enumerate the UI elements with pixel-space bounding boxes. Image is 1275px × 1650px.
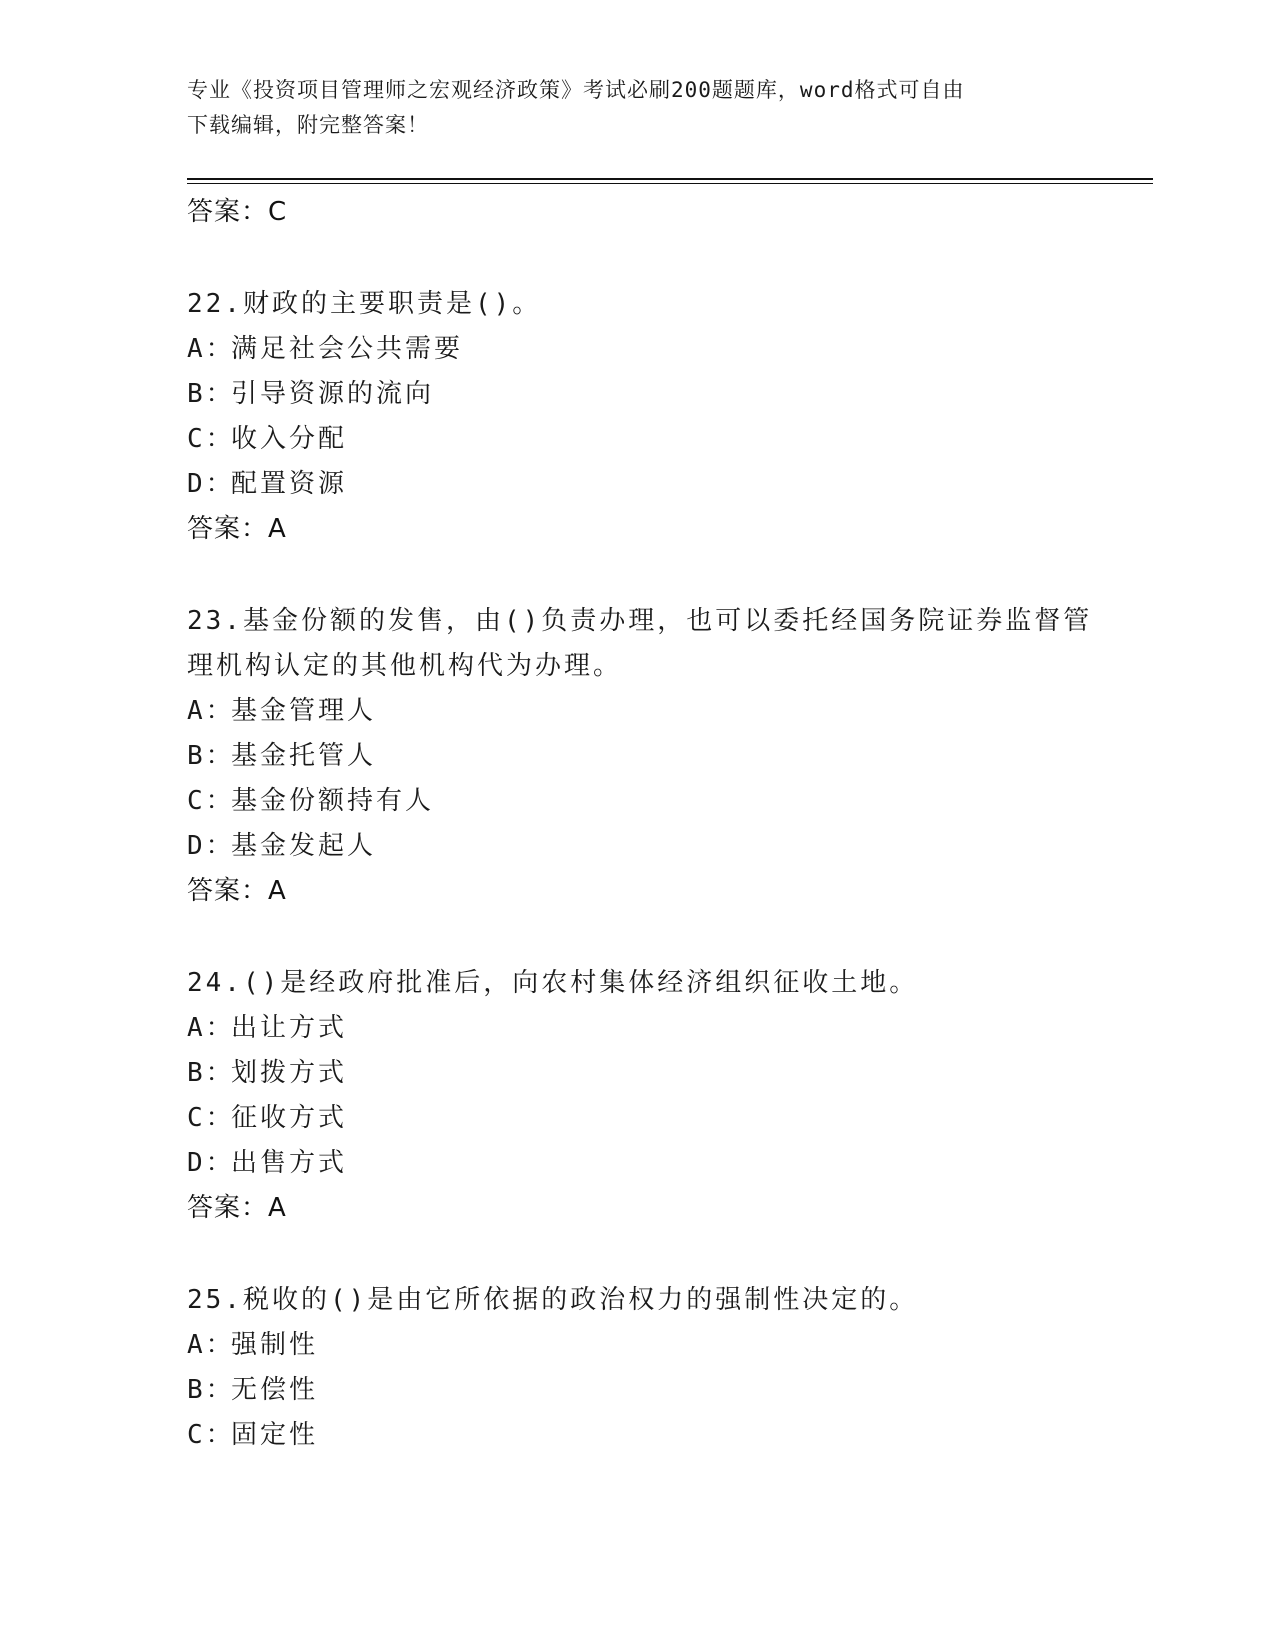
option-a — [187, 1323, 1153, 1368]
option-c — [187, 417, 1153, 462]
option-text: 出售方式 — [231, 1148, 348, 1178]
option-key: B： — [187, 741, 235, 771]
option-a — [187, 689, 1153, 734]
option-c — [187, 1413, 1153, 1458]
option-text: 配置资源 — [231, 469, 348, 499]
option-key: C： — [187, 424, 235, 454]
option-key: C： — [187, 1103, 235, 1133]
question-24 — [187, 961, 1153, 1231]
option-text: 收入分配 — [231, 424, 348, 454]
option-b — [187, 734, 1153, 779]
answer-line: 答案：A — [187, 1193, 287, 1223]
option-a — [187, 327, 1153, 372]
question-stem-continued: 理机构认定的其他机构代为办理。 — [187, 651, 623, 681]
question-stem: 23.基金份额的发售，由()负责办理，也可以委托经国务院证券监督管 — [187, 606, 1093, 636]
option-text: 划拨方式 — [231, 1058, 348, 1088]
option-text: 固定性 — [231, 1420, 319, 1450]
question-stem: 24.()是经政府批准后，向农村集体经济组织征收土地。 — [187, 968, 919, 998]
option-key: D： — [187, 1148, 235, 1178]
question-stem: 25.税收的()是由它所依据的政治权力的强制性决定的。 — [187, 1285, 919, 1315]
option-d — [187, 462, 1153, 507]
option-key: A： — [187, 696, 235, 726]
option-text: 满足社会公共需要 — [231, 334, 464, 364]
option-key: C： — [187, 1420, 235, 1450]
answer-line: 答案：A — [187, 876, 287, 906]
option-d — [187, 1141, 1153, 1186]
option-key: C： — [187, 786, 235, 816]
option-text: 基金管理人 — [231, 696, 377, 726]
option-b — [187, 372, 1153, 417]
option-a — [187, 1006, 1153, 1051]
option-text: 强制性 — [231, 1330, 319, 1360]
option-key: B： — [187, 379, 235, 409]
question-25 — [187, 1278, 1153, 1458]
option-text: 基金发起人 — [231, 831, 377, 861]
option-key: D： — [187, 831, 235, 861]
option-text: 基金份额持有人 — [231, 786, 435, 816]
document-header — [187, 73, 1087, 143]
option-key: B： — [187, 1058, 235, 1088]
option-b — [187, 1051, 1153, 1096]
option-c — [187, 1096, 1153, 1141]
answer-line: 答案：A — [187, 514, 287, 544]
option-key: A： — [187, 334, 235, 364]
option-text: 征收方式 — [231, 1103, 348, 1133]
option-text: 基金托管人 — [231, 741, 377, 771]
option-key: D： — [187, 469, 235, 499]
header-divider — [187, 178, 1153, 184]
header-line-1: 专业《投资项目管理师之宏观经济政策》考试必刷200题题库，word格式可自由 — [187, 78, 965, 102]
option-c — [187, 779, 1153, 824]
option-text: 出让方式 — [231, 1013, 348, 1043]
option-key: A： — [187, 1330, 235, 1360]
option-d — [187, 824, 1153, 869]
option-text: 无偿性 — [231, 1375, 319, 1405]
header-line-2: 下载编辑，附完整答案！ — [187, 113, 429, 137]
option-key: A： — [187, 1013, 235, 1043]
previous-answer: 答案：C — [187, 197, 288, 227]
question-23 — [187, 599, 1153, 914]
question-stem: 22.财政的主要职责是()。 — [187, 289, 542, 319]
option-key: B： — [187, 1375, 235, 1405]
question-list — [187, 186, 1153, 1458]
question-22 — [187, 282, 1153, 552]
option-b — [187, 1368, 1153, 1413]
option-text: 引导资源的流向 — [231, 379, 435, 409]
